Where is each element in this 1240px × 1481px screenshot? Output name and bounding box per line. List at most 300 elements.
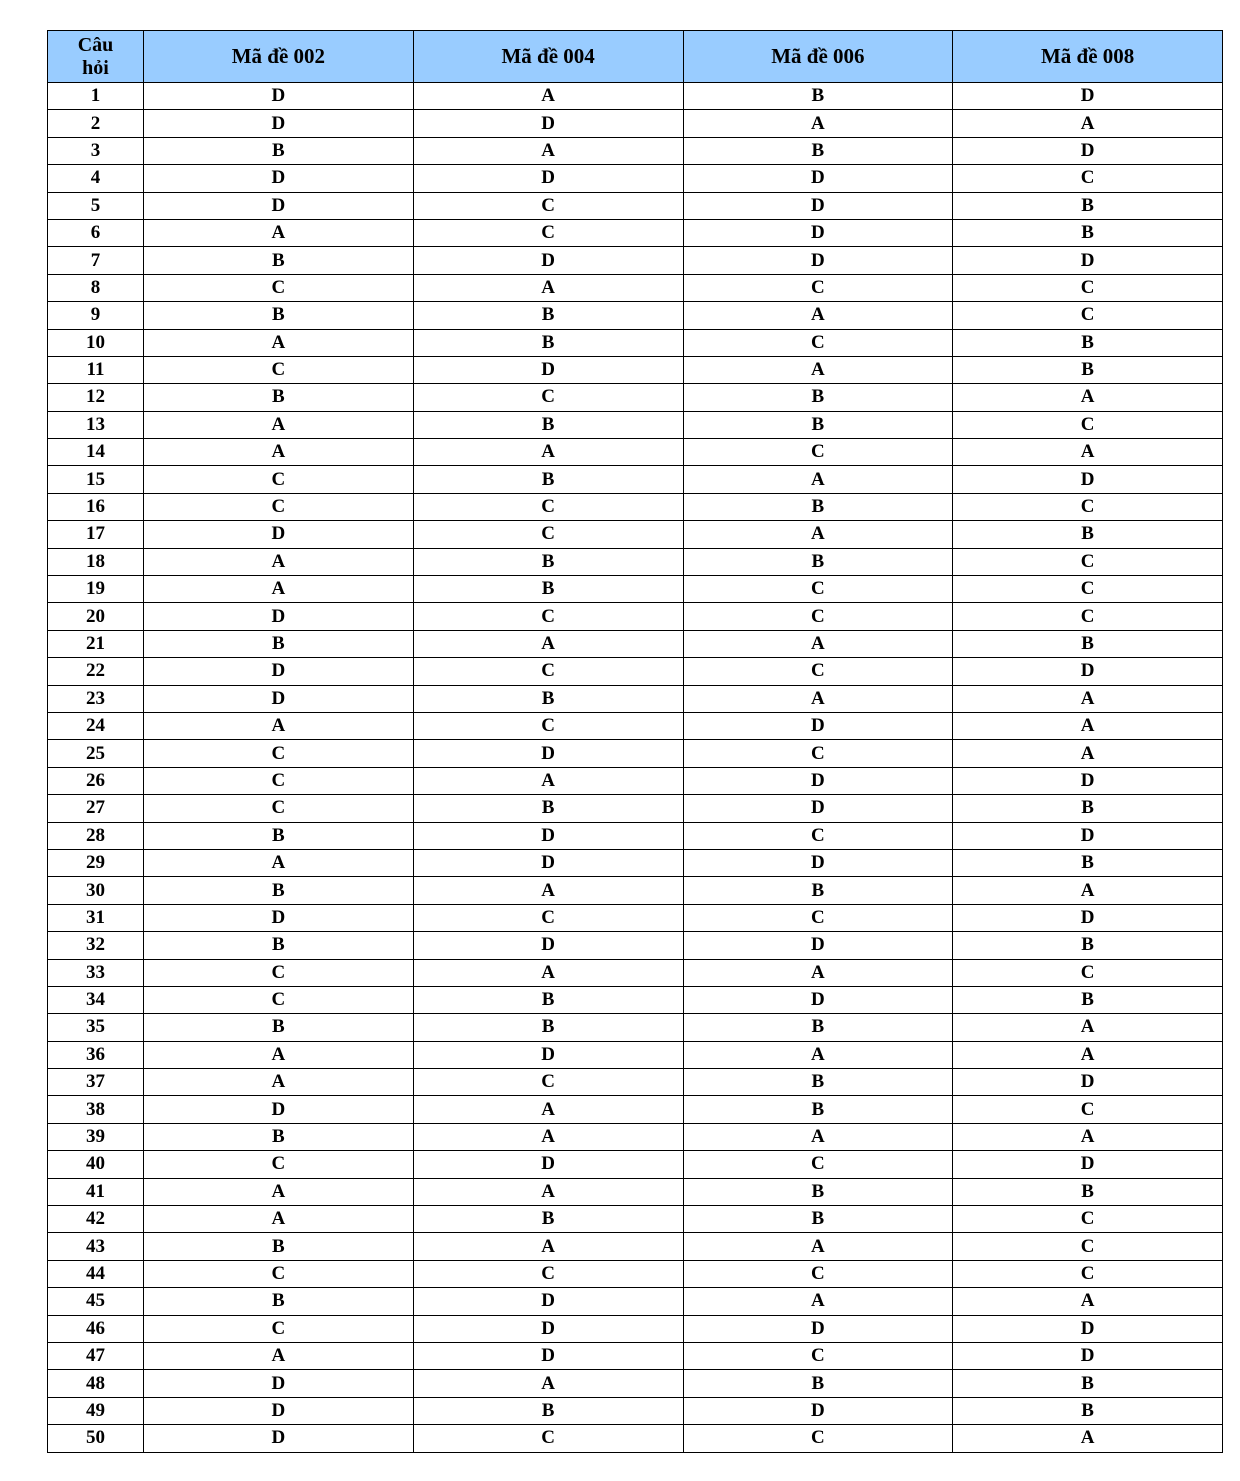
answer-cell-006: B bbox=[683, 83, 953, 110]
answer-cell-002: D bbox=[144, 603, 414, 630]
answer-cell-004: A bbox=[413, 1178, 683, 1205]
answer-cell-002: B bbox=[144, 1014, 414, 1041]
answer-cell-006: C bbox=[683, 329, 953, 356]
table-row bbox=[48, 877, 1223, 904]
answer-cell-006: C bbox=[683, 1260, 953, 1287]
table-row bbox=[48, 767, 1223, 794]
table-row bbox=[48, 439, 1223, 466]
answer-cell-002: A bbox=[144, 548, 414, 575]
answer-cell-006: C bbox=[683, 1425, 953, 1452]
table-row bbox=[48, 1370, 1223, 1397]
question-number-cell: 28 bbox=[48, 822, 144, 849]
answer-cell-006: D bbox=[683, 712, 953, 739]
answer-cell-004: C bbox=[413, 384, 683, 411]
table-row bbox=[48, 1123, 1223, 1150]
table-row bbox=[48, 137, 1223, 164]
answer-cell-004: B bbox=[413, 302, 683, 329]
answer-cell-008: A bbox=[953, 1425, 1223, 1452]
table-row bbox=[48, 466, 1223, 493]
table-row bbox=[48, 630, 1223, 657]
answer-cell-004: D bbox=[413, 822, 683, 849]
answer-cell-008: C bbox=[953, 411, 1223, 438]
answer-cell-006: C bbox=[683, 904, 953, 931]
answer-cell-008: B bbox=[953, 219, 1223, 246]
question-number-cell: 33 bbox=[48, 959, 144, 986]
answer-cell-002: B bbox=[144, 302, 414, 329]
question-number-cell: 2 bbox=[48, 110, 144, 137]
answer-cell-004: A bbox=[413, 137, 683, 164]
answer-cell-004: B bbox=[413, 411, 683, 438]
table-row bbox=[48, 1397, 1223, 1424]
question-number-cell: 49 bbox=[48, 1397, 144, 1424]
answer-cell-008: A bbox=[953, 740, 1223, 767]
table-row bbox=[48, 1069, 1223, 1096]
answer-cell-008: D bbox=[953, 466, 1223, 493]
question-number-cell: 19 bbox=[48, 576, 144, 603]
answer-cell-002: A bbox=[144, 1206, 414, 1233]
table-row bbox=[48, 904, 1223, 931]
answer-cell-002: B bbox=[144, 932, 414, 959]
answer-cell-006: A bbox=[683, 1041, 953, 1068]
answer-cell-004: C bbox=[413, 192, 683, 219]
table-row bbox=[48, 1342, 1223, 1369]
answer-cell-006: A bbox=[683, 110, 953, 137]
answer-cell-004: D bbox=[413, 1342, 683, 1369]
answer-cell-004: C bbox=[413, 521, 683, 548]
answer-cell-002: A bbox=[144, 411, 414, 438]
question-number-cell: 45 bbox=[48, 1288, 144, 1315]
answer-cell-004: B bbox=[413, 1206, 683, 1233]
answer-cell-004: C bbox=[413, 712, 683, 739]
answer-cell-004: D bbox=[413, 165, 683, 192]
table-row bbox=[48, 110, 1223, 137]
answer-cell-002: D bbox=[144, 658, 414, 685]
question-number-cell: 40 bbox=[48, 1151, 144, 1178]
table-row bbox=[48, 822, 1223, 849]
answer-cell-006: B bbox=[683, 1014, 953, 1041]
table-row bbox=[48, 521, 1223, 548]
answer-cell-008: D bbox=[953, 822, 1223, 849]
answer-cell-008: B bbox=[953, 192, 1223, 219]
answer-cell-006: A bbox=[683, 302, 953, 329]
table-row bbox=[48, 576, 1223, 603]
question-number-cell: 26 bbox=[48, 767, 144, 794]
answer-cell-006: C bbox=[683, 1342, 953, 1369]
answer-cell-004: C bbox=[413, 904, 683, 931]
answer-cell-004: B bbox=[413, 1014, 683, 1041]
question-number-cell: 12 bbox=[48, 384, 144, 411]
answer-cell-002: C bbox=[144, 274, 414, 301]
answer-cell-002: A bbox=[144, 1178, 414, 1205]
answer-cell-008: A bbox=[953, 1288, 1223, 1315]
answer-cell-004: C bbox=[413, 1069, 683, 1096]
answer-cell-006: A bbox=[683, 466, 953, 493]
table-row bbox=[48, 548, 1223, 575]
answer-cell-004: D bbox=[413, 356, 683, 383]
answer-cell-006: C bbox=[683, 822, 953, 849]
answer-cell-004: A bbox=[413, 767, 683, 794]
header-exam-code-008: Mã đề 008 bbox=[953, 31, 1223, 83]
table-row bbox=[48, 411, 1223, 438]
answer-cell-002: A bbox=[144, 219, 414, 246]
question-number-cell: 7 bbox=[48, 247, 144, 274]
table-row bbox=[48, 1288, 1223, 1315]
answer-cell-004: A bbox=[413, 274, 683, 301]
answer-cell-004: D bbox=[413, 740, 683, 767]
answer-cell-004: A bbox=[413, 877, 683, 904]
answer-cell-002: C bbox=[144, 1151, 414, 1178]
answer-cell-006: A bbox=[683, 630, 953, 657]
table-row bbox=[48, 219, 1223, 246]
table-row bbox=[48, 329, 1223, 356]
answer-cell-008: C bbox=[953, 493, 1223, 520]
question-number-cell: 14 bbox=[48, 439, 144, 466]
table-row bbox=[48, 83, 1223, 110]
answer-cell-006: D bbox=[683, 192, 953, 219]
answer-cell-002: B bbox=[144, 247, 414, 274]
answer-cell-006: B bbox=[683, 877, 953, 904]
answer-cell-004: D bbox=[413, 1041, 683, 1068]
answer-cell-008: C bbox=[953, 576, 1223, 603]
answer-cell-008: C bbox=[953, 603, 1223, 630]
question-number-cell: 16 bbox=[48, 493, 144, 520]
table-row bbox=[48, 247, 1223, 274]
table-row bbox=[48, 959, 1223, 986]
table-row bbox=[48, 165, 1223, 192]
answer-cell-004: C bbox=[413, 1260, 683, 1287]
question-number-cell: 4 bbox=[48, 165, 144, 192]
answer-cell-006: A bbox=[683, 959, 953, 986]
answer-cell-002: C bbox=[144, 466, 414, 493]
answer-cell-008: B bbox=[953, 1178, 1223, 1205]
answer-cell-002: A bbox=[144, 849, 414, 876]
table-row bbox=[48, 1315, 1223, 1342]
answer-cell-004: A bbox=[413, 1370, 683, 1397]
answer-cell-008: A bbox=[953, 712, 1223, 739]
question-number-cell: 15 bbox=[48, 466, 144, 493]
answer-cell-006: A bbox=[683, 685, 953, 712]
answer-cell-008: D bbox=[953, 1342, 1223, 1369]
table-row bbox=[48, 849, 1223, 876]
answer-cell-008: B bbox=[953, 521, 1223, 548]
answer-cell-004: C bbox=[413, 219, 683, 246]
question-number-cell: 37 bbox=[48, 1069, 144, 1096]
answer-cell-006: D bbox=[683, 247, 953, 274]
answer-cell-002: B bbox=[144, 1233, 414, 1260]
answer-cell-008: B bbox=[953, 795, 1223, 822]
answer-cell-008: C bbox=[953, 1206, 1223, 1233]
question-number-cell: 22 bbox=[48, 658, 144, 685]
answer-cell-002: A bbox=[144, 1342, 414, 1369]
question-number-cell: 47 bbox=[48, 1342, 144, 1369]
answer-cell-006: D bbox=[683, 165, 953, 192]
answer-cell-008: A bbox=[953, 384, 1223, 411]
table-row bbox=[48, 795, 1223, 822]
answer-cell-002: D bbox=[144, 1370, 414, 1397]
question-number-cell: 20 bbox=[48, 603, 144, 630]
table-row bbox=[48, 1096, 1223, 1123]
answer-cell-008: D bbox=[953, 1315, 1223, 1342]
answer-cell-002: C bbox=[144, 740, 414, 767]
answer-cell-008: C bbox=[953, 165, 1223, 192]
answer-cell-008: B bbox=[953, 329, 1223, 356]
answer-cell-008: D bbox=[953, 767, 1223, 794]
question-number-cell: 24 bbox=[48, 712, 144, 739]
answer-cell-004: C bbox=[413, 658, 683, 685]
answer-key-table bbox=[47, 30, 1223, 1453]
answer-cell-006: A bbox=[683, 1233, 953, 1260]
answer-cell-006: B bbox=[683, 1096, 953, 1123]
question-number-cell: 23 bbox=[48, 685, 144, 712]
table-row bbox=[48, 302, 1223, 329]
answer-cell-002: A bbox=[144, 576, 414, 603]
answer-cell-008: B bbox=[953, 1397, 1223, 1424]
answer-cell-002: D bbox=[144, 1096, 414, 1123]
question-number-cell: 8 bbox=[48, 274, 144, 301]
answer-cell-006: C bbox=[683, 439, 953, 466]
answer-cell-006: B bbox=[683, 1178, 953, 1205]
answer-cell-006: C bbox=[683, 603, 953, 630]
answer-cell-008: C bbox=[953, 548, 1223, 575]
answer-cell-006: D bbox=[683, 219, 953, 246]
answer-cell-002: C bbox=[144, 959, 414, 986]
question-number-cell: 21 bbox=[48, 630, 144, 657]
answer-cell-004: D bbox=[413, 1288, 683, 1315]
answer-cell-004: A bbox=[413, 630, 683, 657]
question-number-cell: 25 bbox=[48, 740, 144, 767]
answer-cell-006: A bbox=[683, 521, 953, 548]
answer-cell-004: C bbox=[413, 603, 683, 630]
table-row bbox=[48, 356, 1223, 383]
answer-cell-004: D bbox=[413, 110, 683, 137]
answer-cell-002: D bbox=[144, 904, 414, 931]
answer-cell-004: A bbox=[413, 1123, 683, 1150]
question-number-cell: 5 bbox=[48, 192, 144, 219]
question-number-cell: 48 bbox=[48, 1370, 144, 1397]
answer-cell-002: C bbox=[144, 356, 414, 383]
answer-cell-008: C bbox=[953, 959, 1223, 986]
answer-cell-006: D bbox=[683, 1315, 953, 1342]
question-number-cell: 43 bbox=[48, 1233, 144, 1260]
answer-cell-008: C bbox=[953, 1233, 1223, 1260]
answer-cell-002: B bbox=[144, 1123, 414, 1150]
answer-cell-004: B bbox=[413, 986, 683, 1013]
answer-cell-006: D bbox=[683, 767, 953, 794]
header-exam-code-002: Mã đề 002 bbox=[144, 31, 414, 83]
table-row bbox=[48, 1233, 1223, 1260]
question-number-cell: 29 bbox=[48, 849, 144, 876]
question-number-cell: 1 bbox=[48, 83, 144, 110]
answer-cell-008: C bbox=[953, 1260, 1223, 1287]
answer-cell-004: A bbox=[413, 959, 683, 986]
header-row bbox=[48, 31, 1223, 83]
answer-cell-002: A bbox=[144, 439, 414, 466]
table-row bbox=[48, 1206, 1223, 1233]
question-number-cell: 30 bbox=[48, 877, 144, 904]
answer-cell-006: D bbox=[683, 795, 953, 822]
question-number-cell: 38 bbox=[48, 1096, 144, 1123]
table-header bbox=[48, 31, 1223, 83]
table-row bbox=[48, 658, 1223, 685]
answer-cell-006: C bbox=[683, 1151, 953, 1178]
question-number-cell: 41 bbox=[48, 1178, 144, 1205]
answer-cell-006: D bbox=[683, 1397, 953, 1424]
answer-cell-002: A bbox=[144, 329, 414, 356]
answer-cell-002: D bbox=[144, 165, 414, 192]
table-row bbox=[48, 932, 1223, 959]
table-row bbox=[48, 493, 1223, 520]
answer-cell-004: D bbox=[413, 1315, 683, 1342]
table-row bbox=[48, 712, 1223, 739]
header-exam-code-004: Mã đề 004 bbox=[413, 31, 683, 83]
answer-cell-008: C bbox=[953, 274, 1223, 301]
answer-cell-004: C bbox=[413, 493, 683, 520]
header-question-number: Câu hỏi bbox=[48, 31, 144, 83]
answer-cell-002: D bbox=[144, 521, 414, 548]
answer-cell-008: C bbox=[953, 302, 1223, 329]
answer-cell-008: B bbox=[953, 1370, 1223, 1397]
answer-cell-002: B bbox=[144, 630, 414, 657]
answer-cell-002: C bbox=[144, 986, 414, 1013]
question-number-cell: 11 bbox=[48, 356, 144, 383]
answer-cell-002: C bbox=[144, 1260, 414, 1287]
question-number-cell: 27 bbox=[48, 795, 144, 822]
answer-cell-008: A bbox=[953, 1041, 1223, 1068]
answer-cell-006: B bbox=[683, 1206, 953, 1233]
answer-cell-006: A bbox=[683, 1123, 953, 1150]
question-number-cell: 46 bbox=[48, 1315, 144, 1342]
answer-cell-004: B bbox=[413, 685, 683, 712]
answer-cell-002: B bbox=[144, 384, 414, 411]
answer-cell-004: B bbox=[413, 576, 683, 603]
answer-cell-002: C bbox=[144, 1315, 414, 1342]
answer-cell-002: D bbox=[144, 192, 414, 219]
answer-cell-006: C bbox=[683, 576, 953, 603]
table-row bbox=[48, 685, 1223, 712]
question-number-cell: 50 bbox=[48, 1425, 144, 1452]
answer-cell-002: D bbox=[144, 110, 414, 137]
question-number-cell: 9 bbox=[48, 302, 144, 329]
answer-cell-006: D bbox=[683, 932, 953, 959]
answer-cell-004: A bbox=[413, 1096, 683, 1123]
answer-cell-008: D bbox=[953, 137, 1223, 164]
answer-cell-006: B bbox=[683, 137, 953, 164]
table-row bbox=[48, 1151, 1223, 1178]
answer-cell-006: C bbox=[683, 274, 953, 301]
answer-cell-004: B bbox=[413, 548, 683, 575]
answer-cell-008: A bbox=[953, 685, 1223, 712]
answer-cell-002: D bbox=[144, 685, 414, 712]
answer-cell-002: B bbox=[144, 877, 414, 904]
answer-cell-002: D bbox=[144, 83, 414, 110]
answer-cell-004: B bbox=[413, 795, 683, 822]
table-row bbox=[48, 740, 1223, 767]
answer-cell-008: D bbox=[953, 904, 1223, 931]
answer-cell-006: C bbox=[683, 740, 953, 767]
table-row bbox=[48, 274, 1223, 301]
question-number-cell: 34 bbox=[48, 986, 144, 1013]
answer-cell-008: C bbox=[953, 1096, 1223, 1123]
answer-cell-002: C bbox=[144, 795, 414, 822]
question-number-cell: 17 bbox=[48, 521, 144, 548]
answer-cell-002: C bbox=[144, 767, 414, 794]
answer-cell-004: A bbox=[413, 83, 683, 110]
answer-cell-004: D bbox=[413, 247, 683, 274]
answer-cell-006: B bbox=[683, 493, 953, 520]
question-number-cell: 36 bbox=[48, 1041, 144, 1068]
answer-cell-004: D bbox=[413, 849, 683, 876]
answer-cell-006: B bbox=[683, 1370, 953, 1397]
question-number-cell: 31 bbox=[48, 904, 144, 931]
answer-cell-008: B bbox=[953, 849, 1223, 876]
question-number-cell: 18 bbox=[48, 548, 144, 575]
answer-cell-002: B bbox=[144, 137, 414, 164]
question-number-cell: 35 bbox=[48, 1014, 144, 1041]
table-row bbox=[48, 986, 1223, 1013]
question-number-cell: 6 bbox=[48, 219, 144, 246]
table-body bbox=[48, 83, 1223, 1453]
table-row bbox=[48, 603, 1223, 630]
answer-cell-004: B bbox=[413, 1397, 683, 1424]
answer-cell-008: B bbox=[953, 986, 1223, 1013]
answer-cell-004: C bbox=[413, 1425, 683, 1452]
answer-cell-008: D bbox=[953, 658, 1223, 685]
answer-cell-006: B bbox=[683, 1069, 953, 1096]
answer-cell-002: B bbox=[144, 822, 414, 849]
answer-cell-006: B bbox=[683, 548, 953, 575]
answer-cell-002: C bbox=[144, 493, 414, 520]
answer-cell-004: A bbox=[413, 1233, 683, 1260]
answer-cell-008: A bbox=[953, 877, 1223, 904]
answer-cell-004: A bbox=[413, 439, 683, 466]
answer-cell-004: D bbox=[413, 932, 683, 959]
table-row bbox=[48, 1014, 1223, 1041]
table-row bbox=[48, 1178, 1223, 1205]
answer-cell-006: A bbox=[683, 356, 953, 383]
table-row bbox=[48, 1041, 1223, 1068]
answer-cell-006: D bbox=[683, 849, 953, 876]
answer-cell-002: B bbox=[144, 1288, 414, 1315]
table-row bbox=[48, 1260, 1223, 1287]
answer-cell-006: D bbox=[683, 986, 953, 1013]
question-number-cell: 10 bbox=[48, 329, 144, 356]
header-exam-code-006: Mã đề 006 bbox=[683, 31, 953, 83]
question-number-cell: 13 bbox=[48, 411, 144, 438]
table-row bbox=[48, 384, 1223, 411]
answer-cell-006: C bbox=[683, 658, 953, 685]
table-row bbox=[48, 1425, 1223, 1452]
answer-cell-008: A bbox=[953, 110, 1223, 137]
answer-cell-008: A bbox=[953, 1123, 1223, 1150]
answer-cell-002: D bbox=[144, 1397, 414, 1424]
answer-cell-008: A bbox=[953, 1014, 1223, 1041]
answer-cell-006: A bbox=[683, 1288, 953, 1315]
answer-cell-004: B bbox=[413, 466, 683, 493]
question-number-cell: 44 bbox=[48, 1260, 144, 1287]
question-number-cell: 42 bbox=[48, 1206, 144, 1233]
question-number-cell: 32 bbox=[48, 932, 144, 959]
answer-cell-008: D bbox=[953, 1069, 1223, 1096]
table-row bbox=[48, 192, 1223, 219]
answer-cell-004: D bbox=[413, 1151, 683, 1178]
answer-cell-008: B bbox=[953, 932, 1223, 959]
answer-cell-002: D bbox=[144, 1425, 414, 1452]
answer-cell-008: B bbox=[953, 356, 1223, 383]
question-number-cell: 39 bbox=[48, 1123, 144, 1150]
answer-cell-002: A bbox=[144, 1069, 414, 1096]
answer-cell-008: D bbox=[953, 1151, 1223, 1178]
answer-cell-006: B bbox=[683, 384, 953, 411]
